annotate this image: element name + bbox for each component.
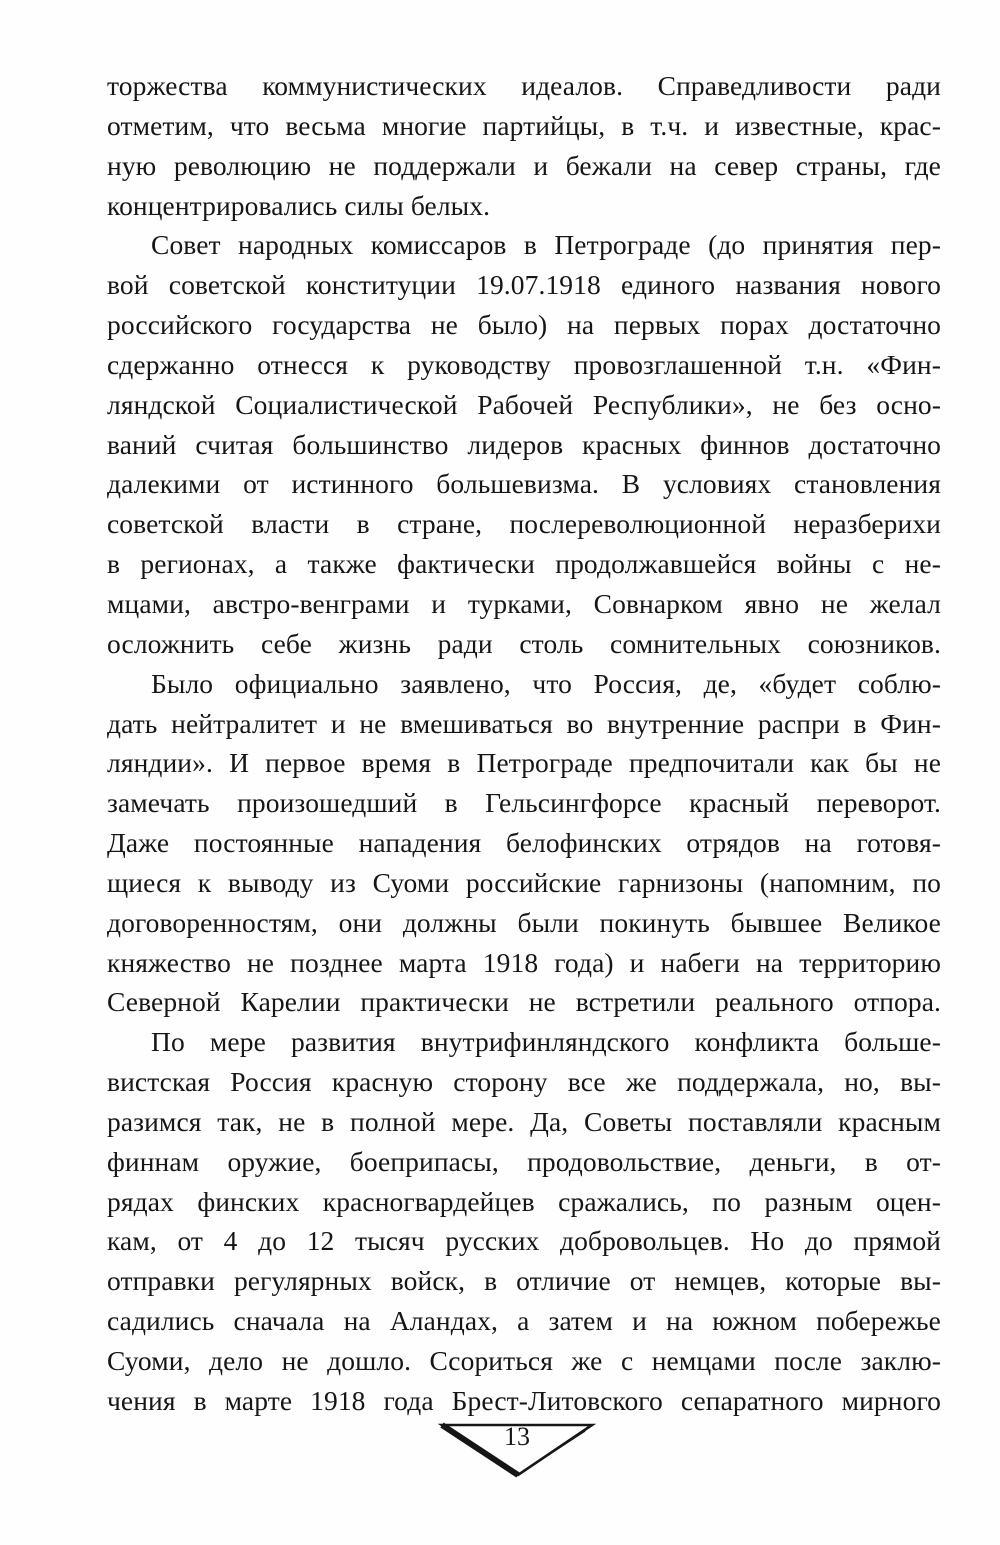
text-line: Суоми, дело не дошло. Ссориться же с немцами после заклю-	[107, 1345, 941, 1376]
paragraph	[107, 225, 941, 663]
text-line: разимся так, не в полной мере. Да, Советы поставляли красным	[107, 1105, 941, 1137]
text-line: рядах финских красногвардейцев сражались, по разным оцен-	[107, 1185, 941, 1217]
text-line: торжества коммунистических идеалов. Справедливости ради	[107, 70, 941, 101]
text-line: договоренностям, они должны были покинуть бывшее Великое	[107, 906, 941, 938]
text-line: По мере развития внутрифинляндского конфликта больше-	[151, 1026, 941, 1058]
text-line: замечать произошедший в Гельсингфорсе красный переворот.	[107, 787, 941, 819]
text-line: финнам оружие, боеприпасы, продовольствие, деньги, в от-	[107, 1145, 941, 1177]
text-line: ваний считая большинство лидеров красных финнов достаточно	[107, 428, 941, 460]
text-line: осложнить себе жизнь ради столь сомнительных союзников.	[107, 627, 941, 659]
text-line: кам, от 4 до 12 тысяч русских добровольцев. Но до прямой	[107, 1225, 941, 1257]
text-line: отметим, что весьма многие партийцы, в т.ч. и известные, крас-	[107, 109, 941, 141]
text-line: ляндской Социалистической Рабочей Республики», не без осно-	[107, 388, 941, 420]
text-line: ляндии». И первое время в Петрограде предпочитали как бы не	[107, 747, 941, 779]
text-line: советской власти в стране, послереволюционной неразберихи	[107, 508, 941, 540]
text-line: Совет народных комиссаров в Петрограде (до принятия пер-	[151, 229, 941, 261]
page-number-ornament	[437, 1420, 597, 1480]
text-line: щиеся к выводу из Суоми российские гарнизоны (напомним, по	[107, 866, 941, 898]
text-line: княжество не позднее марта 1918 года) и набеги на территорию	[107, 946, 941, 978]
text-line: мцами, австро-венграми и турками, Совнарком явно не желал	[107, 587, 941, 619]
page-text	[107, 66, 941, 1421]
text-line: вой советской конституции 19.07.1918 единого названия нового	[107, 269, 941, 301]
text-line: в регионах, а также фактически продолжавшейся войны с не-	[107, 548, 941, 580]
text-line: далекими от истинного большевизма. В условиях становления	[107, 468, 941, 500]
text-line: Северной Карелии практически не встретили реального отпора.	[107, 986, 941, 1018]
paragraph	[107, 664, 941, 1023]
page-number: 13	[504, 1422, 530, 1451]
text-line: российского государства не было) на первых порах достаточно	[107, 309, 941, 341]
text-line: дать нейтралитет и не вмешиваться во внутренние распри в Фин-	[107, 707, 941, 739]
text-line: сдержанно отнесся к руководству провозглашенной т.н. «Фин-	[107, 348, 941, 380]
text-line: Даже постоянные нападения белофинских отрядов на готовя-	[107, 827, 941, 859]
text-line: ную революцию не поддержали и бежали на север страны, где	[107, 149, 941, 181]
paragraph	[107, 66, 941, 225]
text-line: чения в марте 1918 года Брест-Литовского сепаратного мирного	[107, 1384, 941, 1416]
text-line: вистская Россия красную сторону все же поддержала, но, вы-	[107, 1066, 941, 1098]
text-line: Было официально заявлено, что Россия, де, «будет соблю-	[151, 667, 941, 699]
text-line: отправки регулярных войск, в отличие от немцев, которые вы-	[107, 1265, 941, 1297]
text-line: концентрировались силы белых.	[107, 189, 491, 221]
paragraph	[107, 1022, 941, 1420]
text-line: садились сначала на Аландах, а затем и на южном побережье	[107, 1305, 941, 1337]
